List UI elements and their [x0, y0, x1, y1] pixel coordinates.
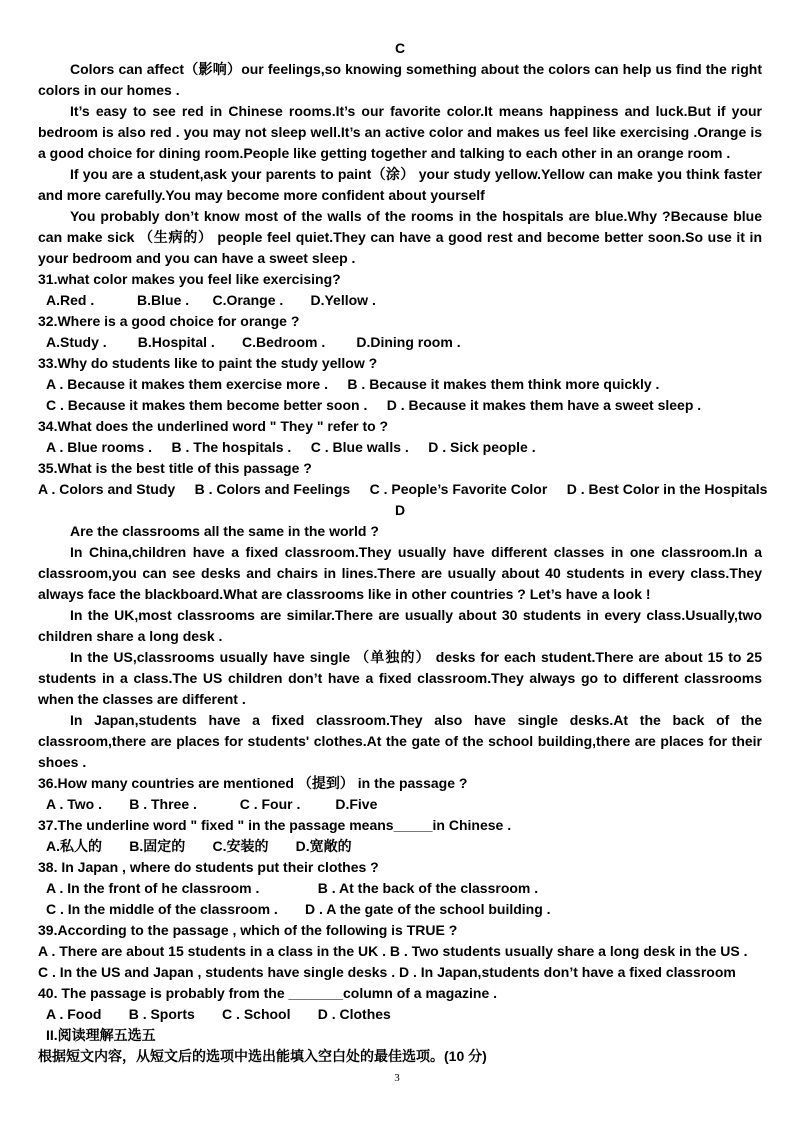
- question-32-options: A.Study . B.Hospital . C.Bedroom . D.Dining room .: [46, 334, 461, 350]
- passage-d-paragraph: In the US,classrooms usually have single （单独的） desks for each student.There are about 15 to 25 students in a class.The US children don’t have a fixed classroom.They always go to different classrooms when the classes are different .: [38, 649, 762, 707]
- passage-c-paragraph: You probably don’t know most of the walls of the rooms in the hospitals are blue.Why ?Because blue can make sick （生病的） people feel quiet.They can have a good rest and become better soon.So use it in your bedroom and you can have a sweet sleep .: [38, 208, 762, 266]
- question-37-options: A.私人的 B.固定的 C.安装的 D.宽敞的: [46, 838, 352, 854]
- question-39: 39.According to the passage , which of the following is TRUE ?: [38, 922, 458, 938]
- question-33-options-ab: A . Because it makes them exercise more . B . Because it makes them think more quickly .: [46, 376, 660, 392]
- question-40: 40. The passage is probably from the _______column of a magazine .: [38, 985, 498, 1001]
- page-number: 3: [394, 1072, 400, 1084]
- question-35-options: A . Colors and Study B . Colors and Feelings C . People’s Favorite Color D . Best Color in the Hospitals: [38, 481, 768, 497]
- section-ii-title: II.阅读理解五选五: [46, 1027, 156, 1043]
- question-35: 35.What is the best title of this passage ?: [38, 460, 312, 476]
- question-34: 34.What does the underlined word " They " refer to ?: [38, 418, 389, 434]
- question-31-options: A.Red . B.Blue . C.Orange . D.Yellow .: [46, 292, 376, 308]
- passage-d-paragraph: Are the classrooms all the same in the world ?: [70, 523, 379, 539]
- passage-c-paragraph: It’s easy to see red in Chinese rooms.It’s our favorite color.It means happiness and luck.But if your bedroom is also red . you may not sleep well.It’s an active color and makes us feel like exercising .Orange is a good choice for dining room.People like getting together and talking to each other in an orange room .: [38, 103, 762, 161]
- section-c-heading: C: [394, 40, 406, 56]
- question-37: 37.The underline word " fixed " in the passage means_____in Chinese .: [38, 817, 512, 833]
- question-38: 38. In Japan , where do students put their clothes ?: [38, 859, 379, 875]
- question-38-options-ab: A . In the front of he classroom . B . At the back of the classroom .: [46, 880, 539, 896]
- section-d-heading: D: [394, 502, 406, 518]
- passage-d-paragraph: In China,children have a fixed classroom.They usually have different classes in one classroom.In a classroom,you can see desks and chairs in lines.There are usually about 40 students in every class.They always face the blackboard.What are classrooms like in other countries ? Let’s have a look !: [38, 544, 762, 602]
- question-38-options-cd: C . In the middle of the classroom . D . A the gate of the school building .: [46, 901, 551, 917]
- question-39-options-ab: A . There are about 15 students in a class in the UK . B . Two students usually share a long desk in the US .: [38, 943, 748, 959]
- section-ii-instruction: 根据短文内容，从短文后的选项中选出能填入空白处的最佳选项。(10 分): [38, 1048, 487, 1064]
- question-34-options: A . Blue rooms . B . The hospitals . C . Blue walls . D . Sick people .: [46, 439, 536, 455]
- passage-c-paragraph: If you are a student,ask your parents to paint（涂） your study yellow.Yellow can make you think faster and more carefully.You may become more confident about yourself: [38, 166, 762, 203]
- question-33-options-cd: C . Because it makes them become better soon . D . Because it makes them have a sweet sleep .: [46, 397, 702, 413]
- question-31: 31.what color makes you feel like exercising?: [38, 271, 341, 287]
- passage-c-paragraph: Colors can affect（影响）our feelings,so knowing something about the colors can help us find the right colors in our homes .: [38, 61, 762, 98]
- question-32: 32.Where is a good choice for orange ?: [38, 313, 300, 329]
- passage-d-paragraph: In Japan,students have a fixed classroom.They also have single desks.At the back of the classroom,there are places for students' clothes.At the gate of the school building,there are places for their shoes .: [38, 712, 762, 770]
- passage-d-paragraph: In the UK,most classrooms are similar.There are usually about 30 students in every class.Usually,two children share a long desk .: [38, 607, 762, 644]
- question-33: 33.Why do students like to paint the study yellow ?: [38, 355, 378, 371]
- question-39-options-cd: C . In the US and Japan , students have single desks . D . In Japan,students don’t have a fixed classroom: [38, 964, 736, 980]
- question-36: 36.How many countries are mentioned （提到） in the passage ?: [38, 775, 468, 791]
- question-40-options: A . Food B . Sports C . School D . Clothes: [46, 1006, 391, 1022]
- worksheet-page: [38, 38, 768, 1067]
- question-36-options: A . Two . B . Three . C . Four . D.Five: [46, 796, 378, 812]
